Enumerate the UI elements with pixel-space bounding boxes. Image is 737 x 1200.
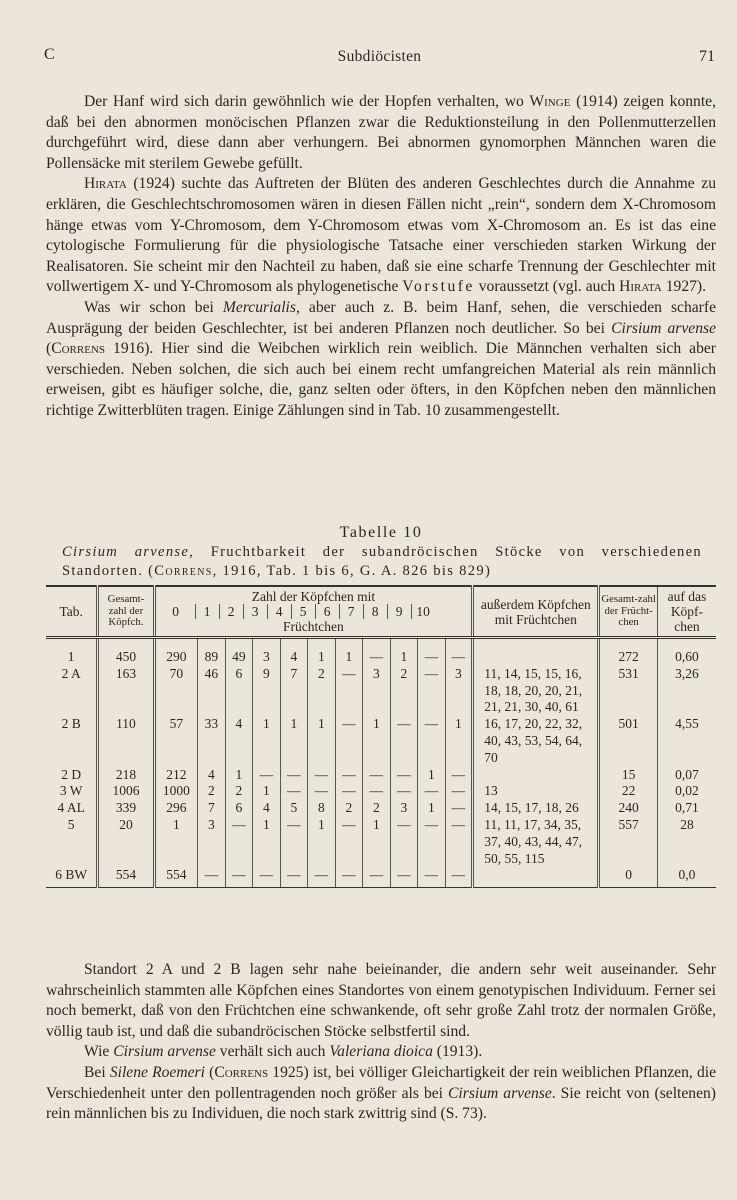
header-title: Subdiöcisten — [337, 48, 422, 65]
cell-total-heads: 218 — [98, 767, 154, 784]
running-header — [44, 46, 715, 68]
text: . Sie reicht von (seltenen) rein männlichen bis zu Individuen, die noch stark zwittrig sind (S. 73). — [46, 1084, 716, 1123]
cell-count: — — [335, 666, 363, 716]
cell-count: — — [308, 783, 336, 800]
cell-count: 33 — [198, 716, 226, 766]
cell-per-head: 3,26 — [657, 666, 716, 716]
taxon-silene: Silene Roemeri — [109, 1063, 205, 1081]
taxon-cirsium: Cirsium arvense — [611, 319, 717, 337]
table-row — [46, 767, 716, 784]
text: Fruchtbarkeit der subandröcischen Stöcke von verschiedenen Standorten. ( — [62, 544, 702, 579]
cell-total-heads: 1006 — [98, 783, 154, 800]
cell-count: 1 — [253, 716, 281, 766]
cell-count: 296 — [154, 800, 198, 817]
paragraph-silene — [46, 1063, 716, 1125]
taxon-cirsium: Cirsium arvense, — [62, 544, 195, 560]
cell-count: — — [363, 767, 391, 784]
text: , aber auch z. B. beim Hanf, sehen, die verschieden scharfe Ausprägung der beiden Geschlechter, ist bei anderen Pflanzen noch deutlicher. So bei — [46, 298, 716, 337]
col-total-heads: Gesamt-zahl der Köpfch. — [98, 586, 154, 638]
cell-count: — — [445, 817, 473, 867]
cell-count: 7 — [280, 666, 308, 716]
paragraph-mercurialis — [46, 298, 716, 422]
fruit-count-table — [46, 585, 716, 888]
cell-count: 3 — [198, 817, 226, 867]
cell-count: — — [418, 783, 446, 800]
cell-total-heads: 339 — [98, 800, 154, 817]
cell-count: 1 — [308, 716, 336, 766]
cell-count: — — [418, 817, 446, 867]
cell-count: 7 — [198, 800, 226, 817]
table-row — [46, 867, 716, 887]
col-counts-group — [154, 586, 473, 638]
cell-per-head: 0,02 — [657, 783, 716, 800]
cell-count: — — [280, 867, 308, 887]
cell-per-head: 4,55 — [657, 716, 716, 766]
cell-per-head: 0,71 — [657, 800, 716, 817]
digit-header-row — [157, 604, 471, 619]
cell-per-head: 0,07 — [657, 767, 716, 784]
digit-header: 9 — [387, 604, 411, 619]
cell-count: — — [418, 666, 446, 716]
cell-count: 1 — [225, 767, 253, 784]
paragraph-hanf — [46, 92, 716, 174]
cell-count: — — [390, 716, 418, 766]
table-body — [46, 638, 716, 888]
cell-tab: 1 — [67, 649, 75, 664]
cell-count: — — [198, 867, 226, 887]
author-hirata: Hirata — [84, 175, 127, 193]
text: 1916). Hier sind die Weibchen wirklich rein weiblich. Die Männchen verhalten sich aber verschieden. Neben solchen, die sich auch bei einem recht umfangreichen Material als rein männlich erweisen, gibt es häufiger solche, die, ganz selten oder öfters, in den Köpfchen neben den männlichen richtige Zwitterblüten tragen. Einige Zählungen sind in Tab. 10 zusammengestellt. — [46, 340, 716, 419]
cell-count: 57 — [154, 716, 198, 766]
table-row — [46, 638, 716, 666]
cell-count: 1 — [154, 817, 198, 867]
cell-count: 4 — [253, 800, 281, 817]
cell-count: 290 — [154, 638, 198, 666]
cell-count: — — [280, 817, 308, 867]
cell-tab: 3 W — [59, 783, 83, 799]
cell-per-head: 0,0 — [657, 867, 716, 887]
cell-count: — — [390, 783, 418, 800]
text: Wie — [84, 1043, 114, 1061]
cell-count: 2 — [335, 800, 363, 817]
cell-count: — — [335, 867, 363, 887]
cell-count: — — [363, 783, 391, 800]
cell-count: — — [418, 638, 446, 666]
cell-count: — — [363, 638, 391, 666]
cell-count: 70 — [154, 666, 198, 716]
cell-count: 9 — [253, 666, 281, 716]
paragraph-hirata — [46, 174, 716, 298]
text: 1927). — [661, 278, 707, 296]
cell-count: — — [335, 716, 363, 766]
digit-header: 0 — [172, 604, 179, 619]
cell-count: — — [280, 783, 308, 800]
cell-count: — — [253, 867, 281, 887]
cell-count: 89 — [198, 638, 226, 666]
cell-extra: 11, 11, 17, 34, 35, 37, 40, 43, 44, 47, 50, 55, 115 — [473, 817, 599, 867]
table-row — [46, 716, 716, 766]
cell-tab: 2 D — [61, 766, 82, 782]
cell-count: — — [445, 867, 473, 887]
cell-count: — — [280, 767, 308, 784]
cell-tab: 5 — [67, 816, 75, 832]
cell-count: — — [418, 867, 446, 887]
paragraph-standort: Standort 2 A und 2 B lagen sehr nahe beieinander, die andern sehr weit auseinander. Sehr wahrscheinlich stammten alle Köpfchen eines Standortes von einem genotypischen Individuum. Ferner sei noch bemerkt, daß von den Früchtchen eine schwankende, oft sehr große Zahl trotz der normalen Größe, völlig taub ist, und daß die subandröcischen Stöcke selbstfertil sind. — [46, 961, 716, 1040]
col-extra: außerdem Köpfchen mit Früchtchen — [473, 586, 599, 638]
header-row — [46, 586, 716, 638]
cell-count: 5 — [280, 800, 308, 817]
cell-count: — — [390, 867, 418, 887]
cell-count: 1 — [363, 716, 391, 766]
cell-count: 1000 — [154, 783, 198, 800]
author-winge: Winge — [529, 93, 571, 110]
cell-count: 4 — [225, 716, 253, 766]
text: verhält sich auch — [215, 1043, 330, 1061]
cell-count: 1 — [253, 783, 281, 800]
cell-count: 2 — [198, 783, 226, 800]
cell-total-fruits: 501 — [599, 716, 658, 766]
cell-count: 3 — [363, 666, 391, 716]
col-tab: Tab. — [46, 586, 98, 638]
counts-header-top: Zahl der Köpfchen mit — [251, 589, 376, 604]
text: ( — [46, 340, 52, 358]
cell-count: — — [335, 783, 363, 800]
col-total-fruits: Gesamt-zahl der Frücht-chen — [599, 586, 658, 638]
text: 1925) ist, bei völliger Gleichartigkeit der rein weiblichen Pflanzen, die Verschiedenheit unter den pollentragenden noch größer als bei — [46, 1063, 716, 1102]
cell-count: — — [445, 783, 473, 800]
taxon-valeriana: Valeriana dioica — [329, 1043, 433, 1061]
author-correns: Correns — [51, 340, 106, 358]
cell-total-fruits: 240 — [599, 800, 658, 817]
cell-count: 1 — [308, 817, 336, 867]
digit-header: 7 — [339, 604, 363, 619]
cell-count: 3 — [253, 638, 281, 666]
cell-count: 6 — [225, 666, 253, 716]
text: ( — [204, 1063, 215, 1081]
emphasis-vorstufe: Vorstufe — [402, 278, 475, 296]
text: (1913). — [432, 1043, 483, 1061]
cell-count: — — [225, 817, 253, 867]
cell-count: 4 — [280, 638, 308, 666]
cell-count: — — [308, 867, 336, 887]
cell-extra: 14, 15, 17, 18, 26 — [473, 800, 599, 817]
cell-extra: 11, 14, 15, 15, 16, 18, 18, 20, 20, 21, 21, 21, 30, 40, 61 — [473, 666, 599, 716]
text: Was wir schon bei — [84, 298, 223, 316]
cell-count: 1 — [390, 638, 418, 666]
text: , 1916, Tab. 1 bis 6, G. A. 826 bis 829) — [212, 562, 492, 579]
cell-total-fruits: 557 — [599, 817, 658, 867]
page-number: 71 — [699, 48, 715, 65]
cell-total-heads: 554 — [98, 867, 154, 887]
cell-count: 1 — [280, 716, 308, 766]
cell-tab: 4 AL — [57, 800, 85, 816]
cell-total-fruits: 531 — [599, 666, 658, 716]
cell-count: 212 — [154, 767, 198, 784]
cell-count: — — [390, 767, 418, 784]
text: Bei — [84, 1063, 110, 1081]
table-caption — [62, 543, 702, 580]
cell-count: 3 — [390, 800, 418, 817]
table-row — [46, 783, 716, 800]
text: voraussetzt (vgl. auch — [474, 278, 620, 296]
cell-count: 8 — [308, 800, 336, 817]
cell-extra — [473, 638, 599, 666]
digit-header: 8 — [363, 604, 387, 619]
cell-per-head: 0,60 — [657, 638, 716, 666]
text: (1924) suchte das Auftreten der Blüten des anderen Geschlechtes durch die Annahme zu erklären, die Geschlechtschromosomen wären in diesen Fällen nicht „rein“, sondern dem X-Chromosom hänge etwas vom Y-Chromosom, dem Y-Chromosom etwas vom X-Chromosom an. Es ist das eine cytologische Formulierung für die physiologische Tatsache einer verschieden starken Wirkung der Realisatoren. Sie scheint mir den Nachteil zu haben, daß sie eine scharfe Trennung der Geschlechter mit vollwertigem X- und Y-Chromosom als phylogenetische — [46, 175, 716, 296]
digit-header: 6 — [315, 604, 339, 619]
cell-count: 1 — [418, 800, 446, 817]
cell-count: 554 — [154, 867, 198, 887]
cell-extra: 16, 17, 20, 22, 32, 40, 43, 53, 54, 64, 70 — [473, 716, 599, 766]
cell-count: 46 — [198, 666, 226, 716]
digit-header: 2 — [219, 604, 243, 619]
table-title: Tabelle 10 — [339, 524, 423, 541]
cell-count: — — [445, 638, 473, 666]
cell-total-heads: 450 — [98, 638, 154, 666]
cell-count: 1 — [363, 817, 391, 867]
cell-count: 2 — [390, 666, 418, 716]
cell-count: — — [253, 767, 281, 784]
author-correns: Correns — [154, 562, 213, 579]
table-row — [46, 666, 716, 716]
cell-count: 3 — [445, 666, 473, 716]
cell-total-heads: 20 — [98, 817, 154, 867]
cell-count: — — [445, 767, 473, 784]
digit-header: 4 — [267, 604, 291, 619]
cell-total-heads: 163 — [98, 666, 154, 716]
cell-total-fruits: 22 — [599, 783, 658, 800]
digit-header: 1 — [195, 604, 219, 619]
col-per-head: auf das Köpf-chen — [657, 586, 716, 638]
author-correns: Correns — [214, 1063, 269, 1081]
cell-extra: 13 — [473, 783, 599, 800]
cell-extra — [473, 767, 599, 784]
cell-count: — — [335, 817, 363, 867]
digit-header: 10 — [411, 604, 435, 619]
cell-per-head: 28 — [657, 817, 716, 867]
cell-count: 2 — [225, 783, 253, 800]
cell-count: — — [335, 767, 363, 784]
table-row — [46, 817, 716, 867]
cell-count: — — [445, 800, 473, 817]
cell-count: — — [225, 867, 253, 887]
cell-tab: 2 A — [61, 665, 81, 681]
cell-count: — — [308, 767, 336, 784]
cell-total-fruits: 0 — [599, 867, 658, 887]
cell-count: — — [390, 817, 418, 867]
cell-count: 1 — [418, 767, 446, 784]
taxon-cirsium: Cirsium arvense — [448, 1084, 552, 1102]
cell-count: 2 — [308, 666, 336, 716]
cell-total-fruits: 272 — [599, 638, 658, 666]
cell-count: 6 — [225, 800, 253, 817]
cell-total-heads: 110 — [98, 716, 154, 766]
cell-count: 2 — [363, 800, 391, 817]
cell-total-fruits: 15 — [599, 767, 658, 784]
cell-count: 1 — [445, 716, 473, 766]
cell-count: 49 — [225, 638, 253, 666]
cell-count: 1 — [335, 638, 363, 666]
text: Der Hanf wird sich darin gewöhnlich wie der Hopfen verhalten, wo — [84, 93, 530, 110]
cell-count: 4 — [198, 767, 226, 784]
cell-count: 1 — [253, 817, 281, 867]
counts-header-bottom: Früchtchen — [283, 619, 344, 634]
taxon-mercurialis: Mercurialis — [222, 298, 296, 316]
header-signature-mark: C — [44, 46, 55, 63]
body-text-top — [46, 92, 716, 422]
cell-count: — — [418, 716, 446, 766]
taxon-cirsium: Cirsium arvense — [113, 1043, 216, 1061]
text: (1914) zeigen konnte, daß bei den abnormen monöcischen Pflanzen zwar die Reduktionsteilung in den Pollenmutterzellen durchgeführt wird, diese dann aber verhungern. Bei abnormen gynomorphen Männchen waren die Pollensäcke mit sterilem Gewebe gefüllt. — [46, 93, 716, 172]
digit-header: 3 — [243, 604, 267, 619]
paragraph-valeriana — [46, 1042, 716, 1063]
cell-extra — [473, 867, 599, 887]
cell-tab: 2 B — [61, 716, 81, 732]
author-hirata: Hirata — [619, 278, 662, 296]
cell-tab: 6 BW — [46, 867, 98, 887]
table-row — [46, 800, 716, 817]
digit-header: 5 — [291, 604, 315, 619]
cell-count: 1 — [308, 638, 336, 666]
body-text-bottom — [46, 960, 716, 1125]
cell-count: — — [363, 867, 391, 887]
